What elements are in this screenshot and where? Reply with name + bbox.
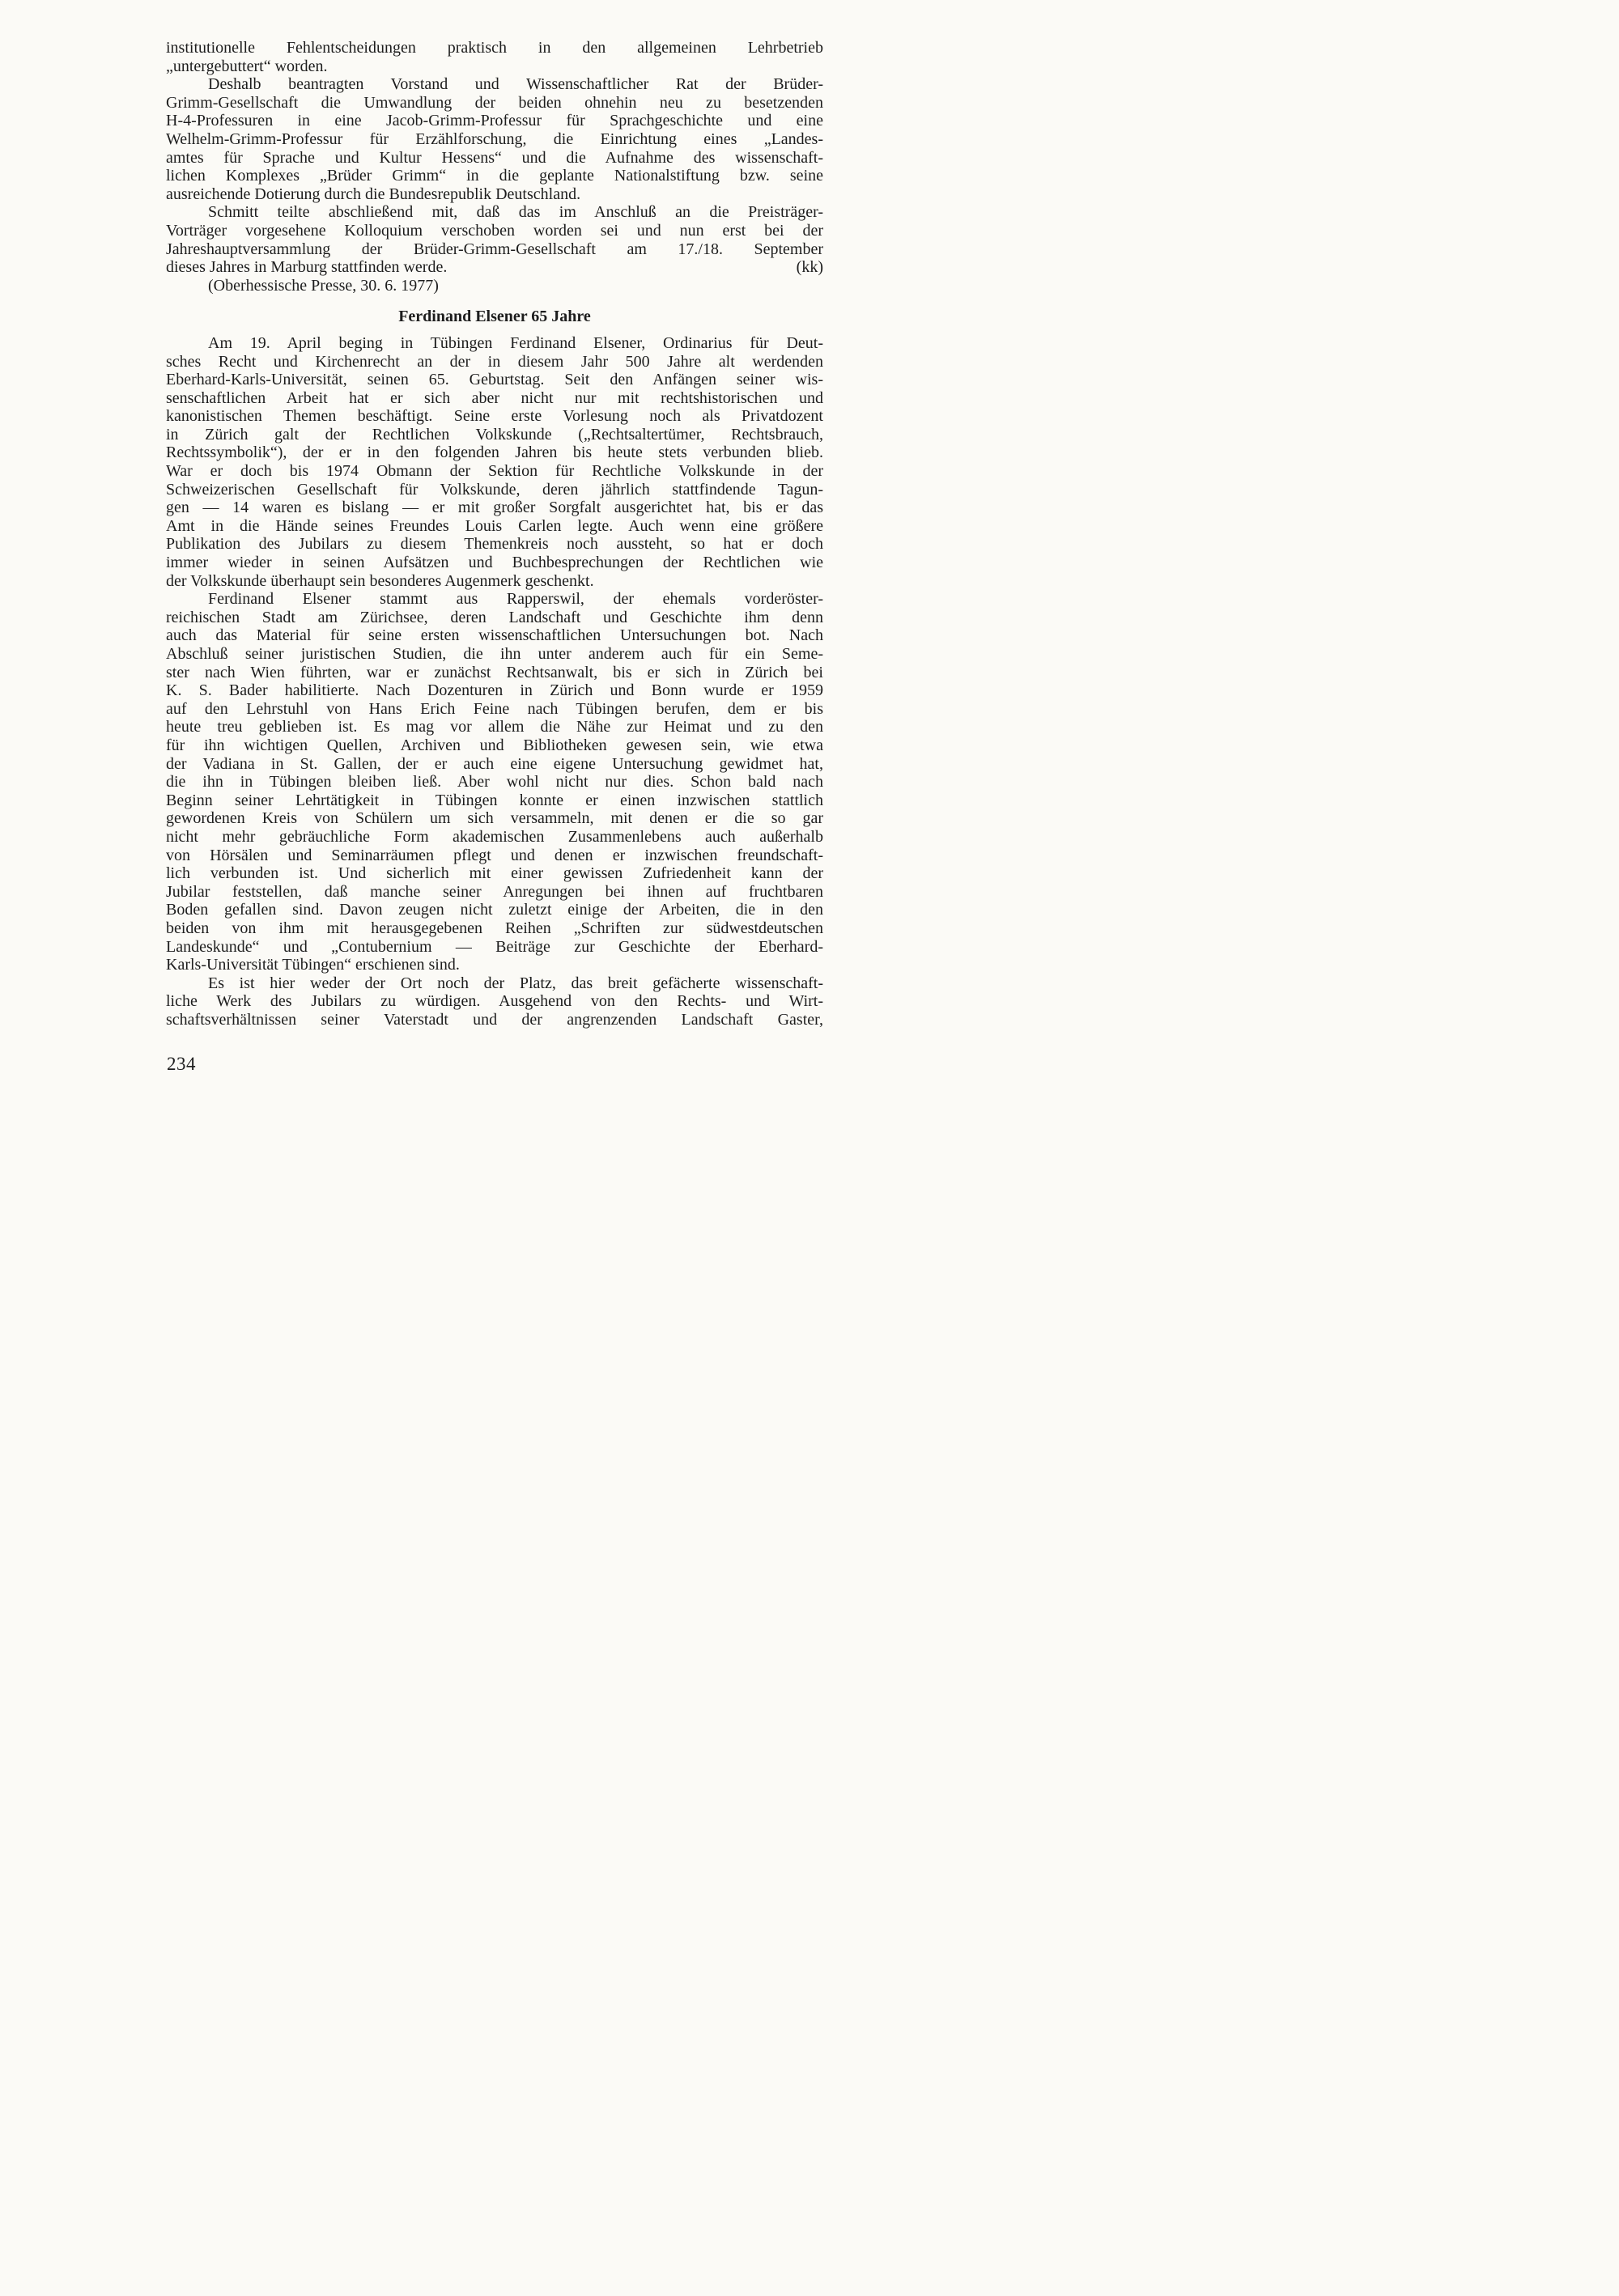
text-line: Schmitt teilte abschließend mit, daß das im Anschluß an die Preisträger-: [208, 203, 823, 222]
text-line: gen — 14 waren es bislang — er mit großer Sorgfalt ausgerichtet hat, bis er das: [166, 499, 823, 517]
text-line: reichischen Stadt am Zürichsee, deren Landschaft und Geschichte ihm denn: [166, 608, 823, 626]
text-line: Grimm-Gesellschaft die Umwandlung der beiden ohnehin neu zu besetzenden: [166, 93, 823, 112]
text-line: beiden von ihm mit herausgegebenen Reihen „Schriften zur südwestdeutschen: [166, 919, 823, 937]
text-line: sches Recht und Kirchenrecht an der in diesem Jahr 500 Jahre alt werdenden: [166, 352, 823, 371]
text-line: schaftsverhältnissen seiner Vaterstadt und der angrenzenden Landschaft Gaster,: [166, 1010, 823, 1029]
text-line: Eberhard-Karls-Universität, seinen 65. Geburtstag. Seit den Anfängen seiner wis-: [166, 371, 823, 389]
text-line: von Hörsälen und Seminarräumen pflegt und denen er inzwischen freundschaft-: [166, 846, 823, 864]
text-line: auch das Material für seine ersten wissenschaftlichen Untersuchungen bot. Nach: [166, 626, 823, 645]
text-line: Beginn seiner Lehrtätigkeit in Tübingen konnte er einen inzwischen stattlich: [166, 791, 823, 809]
section-heading: Ferdinand Elsener 65 Jahre: [398, 308, 591, 326]
text-line: senschaftlichen Arbeit hat er sich aber nicht nur mit rechtshistorischen und: [166, 388, 823, 407]
text-line: Jahreshauptversammlung der Brüder-Grimm-Gesellschaft am 17./18. September: [166, 240, 823, 258]
text-line: liche Werk des Jubilars zu würdigen. Ausgehend von den Rechts- und Wirt-: [166, 992, 823, 1011]
text-line: nicht mehr gebräuchliche Form akademischen Zusammenlebens auch außerhalb: [166, 827, 823, 846]
text-line: ausreichende Dotierung durch die Bundesrepublik Deutschland.: [166, 185, 581, 203]
text-line: Karls-Universität Tübingen“ erschienen sind.: [166, 956, 460, 974]
text-column: [166, 39, 823, 1029]
text-line: heute treu geblieben ist. Es mag vor allem die Nähe zur Heimat und zu den: [166, 718, 823, 736]
text-line: immer wieder in seinen Aufsätzen und Buchbesprechungen der Rechtlichen wie: [166, 554, 823, 572]
text-line: für ihn wichtigen Quellen, Archiven und Bibliotheken gewesen sein, wie etwa: [166, 736, 823, 754]
text-line: H-4-Professuren in eine Jacob-Grimm-Professur für Sprachgeschichte und eine: [166, 112, 823, 130]
text-line: [166, 258, 823, 277]
text-line: kanonistischen Themen beschäftigt. Seine erste Vorlesung noch als Privatdozent: [166, 407, 823, 426]
text-line: in Zürich galt der Rechtlichen Volkskunde („Rechtsaltertümer, Rechtsbrauch,: [166, 425, 823, 443]
text-line: institutionelle Fehlentscheidungen praktisch in den allgemeinen Lehrbetrieb: [166, 39, 823, 57]
text-line: K. S. Bader habilitierte. Nach Dozenturen in Zürich und Bonn wurde er 1959: [166, 681, 823, 700]
text-line: lich verbunden ist. Und sicherlich mit einer gewissen Zufriedenheit kann der: [166, 864, 823, 883]
text-line: die ihn in Tübingen bleiben ließ. Aber wohl nicht nur dies. Schon bald nach: [166, 773, 823, 792]
text-line: Landeskunde“ und „Contubernium — Beiträge zur Geschichte der Eberhard-: [166, 937, 823, 956]
text-line: Es ist hier weder der Ort noch der Platz, das breit gefächerte wissenschaft-: [208, 974, 823, 992]
text-line: Rechtssymbolik“), der er in den folgenden Jahren bis heute stets verbunden blieb.: [166, 443, 823, 462]
text-line-fragment: dieses Jahres in Marburg stattfinden werde.: [166, 258, 448, 277]
text-line: amtes für Sprache und Kultur Hessens“ und die Aufnahme des wissenschaft-: [166, 148, 823, 167]
text-line: Abschluß seiner juristischen Studien, die ihn unter anderem auch für ein Seme-: [166, 645, 823, 663]
text-line: Deshalb beantragten Vorstand und Wissenschaftlicher Rat der Brüder-: [208, 75, 823, 94]
text-line: Welhelm-Grimm-Professur für Erzählforschung, die Einrichtung eines „Landes-: [166, 129, 823, 148]
text-line: gewordenen Kreis von Schülern um sich versammeln, mit denen er die so gar: [166, 809, 823, 828]
text-line: Boden gefallen sind. Davon zeugen nicht zuletzt einige der Arbeiten, die in den: [166, 901, 823, 919]
text-line: auf den Lehrstuhl von Hans Erich Feine nach Tübingen berufen, dem er bis: [166, 699, 823, 718]
text-line: Ferdinand Elsener stammt aus Rapperswil, der ehemals vorderöster-: [208, 590, 823, 609]
text-line: Schweizerischen Gesellschaft für Volkskunde, deren jährlich stattfindende Tagun-: [166, 480, 823, 499]
text-line: „untergebuttert“ worden.: [166, 57, 328, 75]
text-line: ster nach Wien führten, war er zunächst Rechtsanwalt, bis er sich in Zürich bei: [166, 663, 823, 681]
text-line: Publikation des Jubilars zu diesem Themenkreis noch aussteht, so hat er doch: [166, 535, 823, 554]
text-line: Vorträger vorgesehene Kolloquium verschoben worden sei und nun erst bei der: [166, 221, 823, 240]
text-line: Am 19. April beging in Tübingen Ferdinand Elsener, Ordinarius für Deut-: [208, 333, 823, 352]
text-line: der Volkskunde überhaupt sein besonderes Augenmerk geschenkt.: [166, 571, 594, 590]
text-line: Jubilar feststellen, daß manche seiner Anregungen bei ihnen auf fruchtbaren: [166, 882, 823, 901]
author-initials: (kk): [796, 258, 823, 277]
text-line: der Vadiana in St. Gallen, der er auch eine eigene Untersuchung gewidmet hat,: [166, 754, 823, 773]
source-citation: (Oberhessische Presse, 30. 6. 1977): [208, 276, 439, 295]
article-text: [166, 39, 823, 1029]
page-number: 234: [167, 1054, 196, 1074]
text-line: Amt in die Hände seines Freundes Louis Carlen legte. Auch wenn eine größere: [166, 516, 823, 535]
text-line: War er doch bis 1974 Obmann der Sektion für Rechtliche Volkskunde in der: [166, 462, 823, 481]
text-line: lichen Komplexes „Brüder Grimm“ in die geplante Nationalstiftung bzw. seine: [166, 167, 823, 185]
